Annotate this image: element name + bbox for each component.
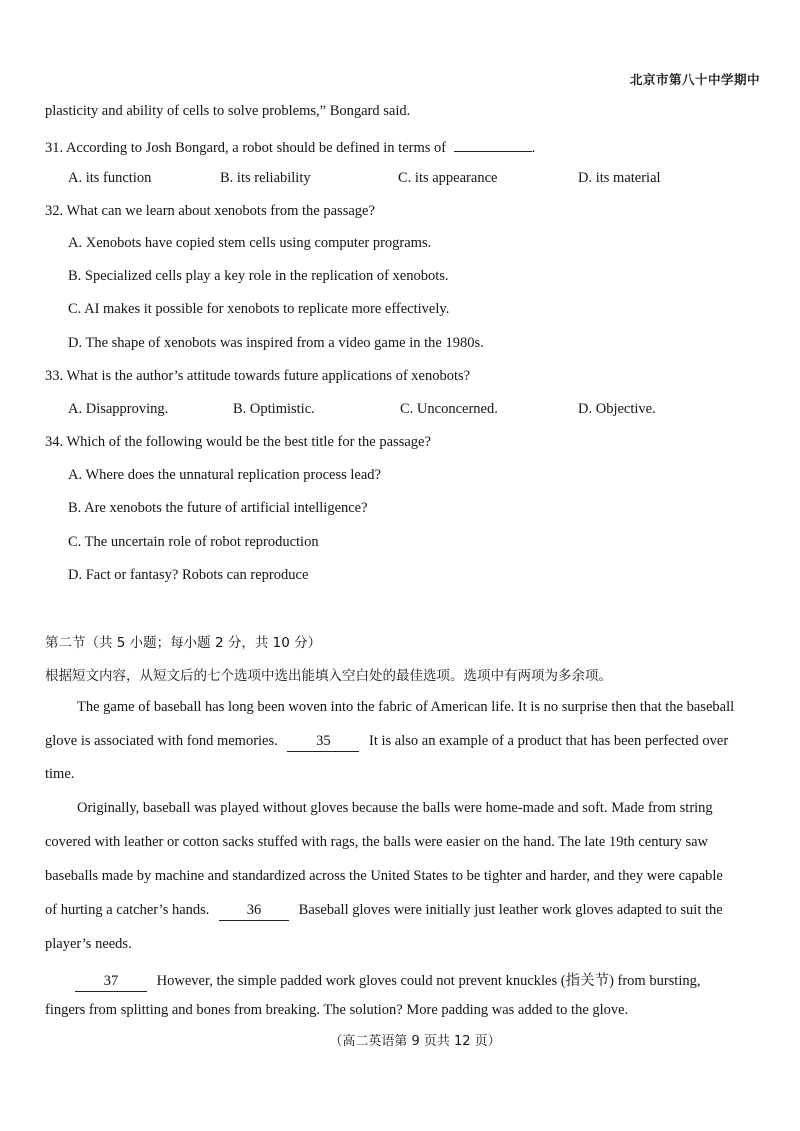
option-33-b: B. Optimistic.	[233, 401, 315, 417]
option-31-c: C. its appearance	[398, 170, 498, 186]
question-34-stem: 34. Which of the following would be the best title for the passage?	[45, 434, 431, 450]
option-31-a: A. its function	[68, 170, 152, 186]
school-header: 北京市第八十中学期中	[629, 72, 760, 87]
option-34-d: D. Fact or fantasy? Robots can reproduce	[68, 567, 309, 583]
passage-p3-line1	[75, 969, 700, 992]
passage-p2-line5: player’s needs.	[45, 936, 132, 952]
option-32-a: A. Xenobots have copied stem cells using computer programs.	[68, 235, 432, 251]
option-34-b: B. Are xenobots the future of artificial intelligence?	[68, 500, 368, 516]
passage-p2-line4-post: Baseball gloves were initially just leather work gloves adapted to suit the	[298, 902, 723, 918]
passage-p2-line2: covered with leather or cotton sacks stuffed with rags, the balls were easier on the hand. The late 19th century saw	[45, 834, 709, 850]
option-32-b: B. Specialized cells play a key role in the replication of xenobots.	[68, 268, 449, 284]
passage-p3-line1-post: However, the simple padded work gloves could not prevent knuckles (指关节) from bursting,	[156, 973, 701, 989]
question-33-stem: 33. What is the author’s attitude towards future applications of xenobots?	[45, 368, 471, 384]
option-31-b: B. its reliability	[220, 170, 311, 186]
answer-blank	[454, 137, 532, 152]
option-33-d: D. Objective.	[578, 401, 656, 417]
blank-37: 37	[75, 973, 147, 992]
question-31-stem-tail: .	[531, 140, 536, 156]
passage-p1-line2-post: It is also an example of a product that has been perfected over	[369, 733, 729, 749]
option-31-d: D. its material	[578, 170, 661, 186]
passage-p1-line1: The game of baseball has long been woven into the fabric of American life. It is no surprise then that the baseball	[77, 699, 735, 715]
option-33-a: A. Disapproving.	[68, 401, 169, 417]
option-32-d: D. The shape of xenobots was inspired from a video game in the 1980s.	[68, 335, 484, 351]
section-2-instruction: 根据短文内容，从短文后的七个选项中选出能填入空白处的最佳选项。选项中有两项为多余项。	[45, 668, 612, 684]
blank-35: 35	[287, 733, 359, 752]
passage-p2-line4	[45, 902, 723, 921]
passage-p1-line3: time.	[45, 766, 75, 782]
option-33-c: C. Unconcerned.	[400, 401, 498, 417]
intro-line: plasticity and ability of cells to solve problems,” Bongard said.	[45, 103, 411, 119]
passage-p2-line3: baseballs made by machine and standardized across the United States to be tighter and harder, and they were capable	[45, 868, 723, 884]
option-34-c: C. The uncertain role of robot reproduction	[68, 534, 319, 550]
question-32-stem: 32. What can we learn about xenobots from the passage?	[45, 203, 375, 219]
passage-p1-line2	[45, 733, 728, 752]
passage-p2-line1: Originally, baseball was played without gloves because the balls were home-made and soft. Made from string	[77, 800, 713, 816]
option-32-c: C. AI makes it possible for xenobots to replicate more effectively.	[68, 301, 450, 317]
blank-36: 36	[219, 902, 289, 921]
passage-p2-line4-pre: of hurting a catcher’s hands.	[45, 902, 210, 918]
question-31-stem: 31. According to Josh Bongard, a robot should be defined in terms of	[45, 140, 447, 156]
page-footer: （高二英语第 9 页共 12 页）	[329, 1034, 501, 1049]
option-34-a: A. Where does the unnatural replication process lead?	[68, 467, 381, 483]
question-31	[45, 137, 535, 157]
section-2-title: 第二节（共 5 小题；每小题 2 分，共 10 分）	[45, 635, 322, 651]
passage-p1-line2-pre: glove is associated with fond memories.	[45, 733, 278, 749]
passage-p3-line2: fingers from splitting and bones from breaking. The solution? More padding was added to the glove.	[45, 1002, 629, 1018]
